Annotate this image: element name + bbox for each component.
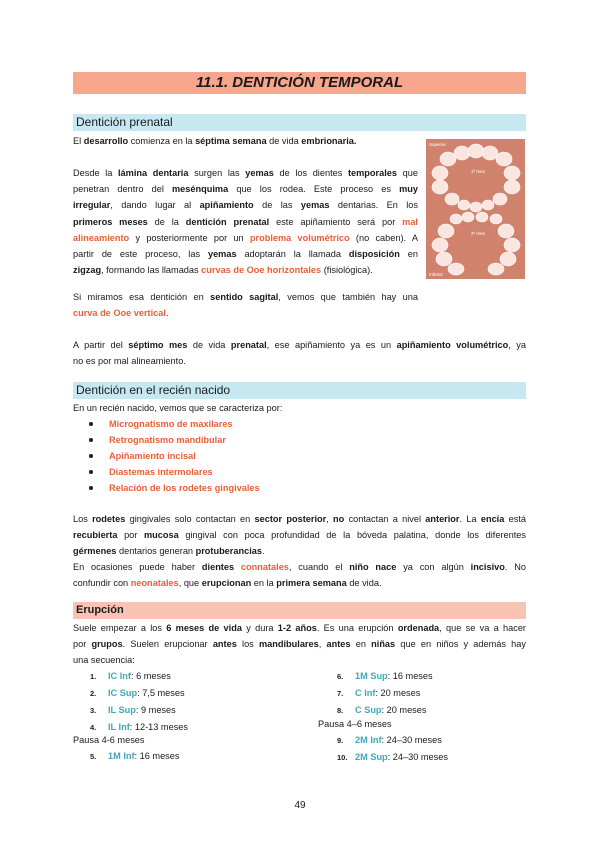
list-item: Retrognatismo mandibular (87, 432, 260, 448)
list-item: 1. IC Inf: 6 meses (90, 671, 171, 681)
list-item: 5. 1M Inf: 16 meses (90, 751, 180, 761)
teeth-illustration (426, 139, 525, 279)
paragraph-septimo-mes: A partir del séptimo mes de vida prenatal, ese apiñamiento ya es un apiñamiento volumétrico, ya no es por mal alineamiento. (73, 340, 526, 367)
section-heading-prenatal: Dentición prenatal (73, 114, 526, 131)
paragraph-connatales: En ocasiones puede haber dientes connatales, cuando el niño nace ya con algún incisivo. No confundir con neonatales, que erupcionan en la primera semana de vida. (73, 562, 526, 589)
eruption-sequence-right-2 (337, 732, 448, 766)
eruption-sequence-left (90, 668, 188, 736)
list-item: 4. IL Inf: 12-13 meses (90, 722, 188, 733)
pause-right: Pausa 4–6 meses (318, 719, 392, 729)
bullet-icon (89, 438, 93, 442)
page-title: 11.1. DENTICIÓN TEMPORAL (73, 72, 526, 94)
eruption-sequence-right (337, 668, 433, 719)
paragraph-lamina-dentaria: Desde la lámina dentaria surgen las yemas de los dientes temporales que penetran dentro del mesénquima que los rodea. Este proceso es muy irregular, dando lugar al apiñamiento de las yemas dentarias. En los primeros meses de la dentición prenatal este apiñamiento será por mal alineamiento y posteriormente por un problema volumétrico (no caben). A partir de este proceso, las yemas adoptarán la llamada disposición en zigzag, formando las llamadas curvas de Ooe horizontales (fisiológica). (73, 168, 418, 276)
list-item: 10. 2M Sup: 24–30 meses (337, 752, 448, 763)
figure-label-superior: Superior (429, 142, 447, 147)
figure-label-mes2: 2ª mes (471, 231, 485, 236)
bullet-icon (89, 422, 93, 426)
section-heading-recien-nacido: Dentición en el recién nacido (73, 382, 526, 399)
paragraph-sagital: Si miramos esa dentición en sentido sagital, vemos que también hay una curva de Ooe vertical. (73, 292, 418, 319)
figure-label-mes1: 1ª mes (471, 169, 485, 174)
list-item: Diastemas intermolares (87, 464, 260, 480)
list-item: 8. C Sup: 20 meses (337, 705, 427, 716)
list-item: 6. 1M Sup: 16 meses (337, 671, 433, 681)
list-item: Relación de los rodetes gingivales (87, 480, 260, 496)
list-item: Apiñamiento incisal (87, 448, 260, 464)
eruption-sequence-left-5 (90, 748, 179, 765)
paragraph-erupcion: Suele empezar a los 6 meses de vida y dura 1-2 años. Es una erupción ordenada, que se va a hacer por grupos. Suelen erupcionar antes los mandibulares, antes en niñas que en niños y además hay una secuencia: (73, 623, 526, 666)
pause-left: Pausa 4-6 meses (73, 735, 145, 745)
bullet-icon (89, 454, 93, 458)
list-item: 9. 2M Inf: 24–30 meses (337, 735, 442, 745)
page-number: 49 (294, 800, 306, 811)
list-item: 2. IC Sup: 7,5 meses (90, 688, 185, 699)
bullet-icon (89, 470, 93, 474)
list-item: Micrognatismo de maxilares (87, 416, 260, 432)
figure-label-inferior: Inferior (429, 272, 444, 277)
paragraph-prenatal-intro: El desarrollo comienza en la séptima semana de vida embrionaria. (73, 136, 357, 146)
bullet-icon (89, 486, 93, 490)
section-heading-erupcion: Erupción (73, 602, 526, 619)
list-item: 7. C Inf: 20 meses (337, 688, 421, 699)
characteristics-list (87, 416, 260, 496)
dental-arch-figure (426, 139, 525, 279)
paragraph-rodetes: Los rodetes gingivales solo contactan en sector posterior, no contactan a nivel anterior. La encía está recubierta por mucosa gingival con poca profundidad de la bóveda palatina, donde los diferentes gérmenes dentarios generan protuberancias. (73, 514, 526, 557)
paragraph-recien-nacido-intro: En un recién nacido, vemos que se caracteriza por: (73, 403, 283, 413)
list-item: 3. IL Sup: 9 meses (90, 705, 176, 716)
